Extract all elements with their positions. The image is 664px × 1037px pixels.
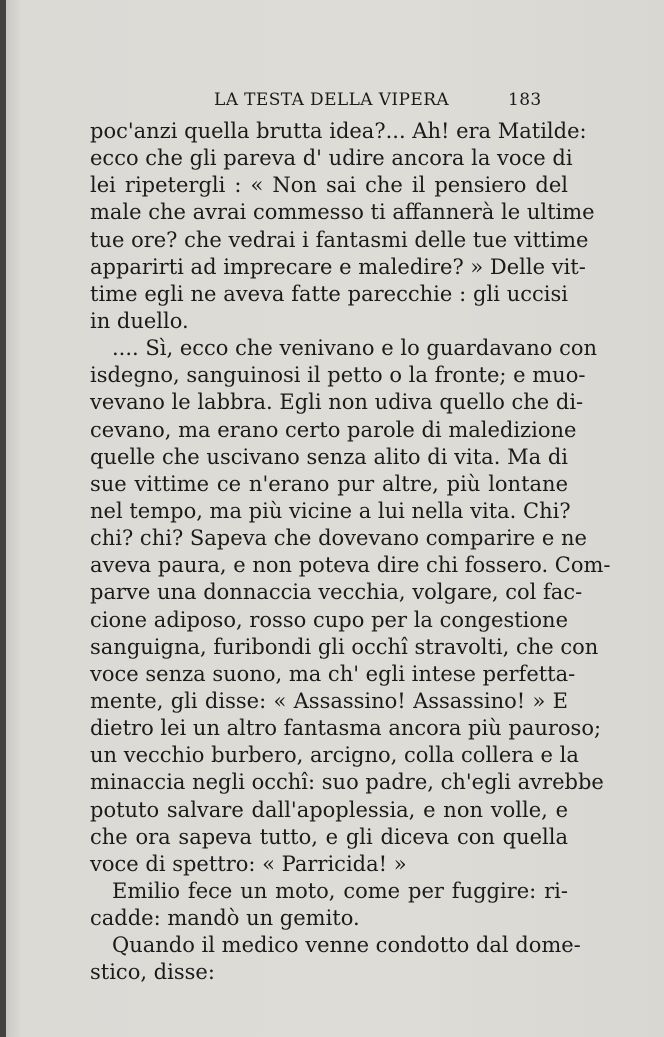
text-line: tue ore? che vedrai i fantasmi delle tue vittime <box>90 227 589 252</box>
text-line: mente, gli disse: « Assassino! Assassino! » E <box>90 688 568 713</box>
page-number: 183 <box>508 90 542 110</box>
text-line: time egli ne aveva fatte parecchie : gli uccisi <box>90 281 568 306</box>
text-line: voce di spettro: « Parricida! » <box>90 851 407 876</box>
body-text <box>90 118 611 987</box>
text-line: che ora sapeva tutto, e gli diceva con quella <box>90 824 568 849</box>
text-line: chi? chi? Sapeva che dovevano comparire e ne <box>90 526 587 551</box>
text-line: voce senza suono, ma ch' egli intese perfetta- <box>90 661 576 686</box>
text-line: Quando il medico venne condotto dal dome- <box>112 933 581 958</box>
text-line: sanguigna, furibondi gli occhî stravolti, che con <box>90 634 599 659</box>
text-line: male che avrai commesso ti affannerà le ultime <box>90 200 595 225</box>
text-line: poc'anzi quella brutta idea?... Ah! era Matilde: <box>90 119 587 143</box>
text-line: stico, disse: <box>90 960 215 985</box>
text-line: Emilio fece un moto, come per fuggire: ri- <box>112 878 568 903</box>
text-line: cadde: mandò un gemito. <box>90 906 360 931</box>
text-line: aveva paura, e non poteva dire chi fossero. Com- <box>90 553 611 578</box>
text-line: dietro lei un altro fantasma ancora più pauroso; <box>90 716 602 741</box>
text-line: apparirti ad imprecare e maledire? » Delle vit- <box>90 254 586 279</box>
text-line: quelle che uscivano senza alito di vita. Ma di <box>90 444 568 469</box>
text-line: cevano, ma erano certo parole di maledizione <box>90 417 577 442</box>
text-line: .... Sì, ecco che venivano e lo guardavano con <box>112 336 598 361</box>
running-header <box>0 86 664 116</box>
text-line: in duello. <box>90 308 189 333</box>
text-line: un vecchio burbero, arcigno, colla collera e la <box>90 743 579 768</box>
text-line: nel tempo, ma più vicine a lui nella vita. Chi? <box>90 498 571 523</box>
text-line: minaccia negli occhî: suo padre, ch'egli avrebbe <box>90 770 604 795</box>
text-line: potuto salvare dall'apoplessia, e non volle, e <box>90 797 568 822</box>
text-line: lei ripetergli : « Non sai che il pensiero del <box>90 173 568 198</box>
text-line: cione adiposo, rosso cupo per la congestione <box>90 607 568 632</box>
text-line: sue vittime ce n'erano pur altre, più lontane <box>90 471 568 496</box>
running-title: LA TESTA DELLA VIPERA <box>214 90 450 110</box>
text-line: ecco che gli pareva d' udire ancora la voce di <box>90 146 573 171</box>
text-line: isdegno, sanguinosi il petto o la fronte; e muo- <box>90 363 586 388</box>
page-binding-edge <box>0 0 6 1037</box>
text-line: parve una donnaccia vecchia, volgare, col fac- <box>90 580 583 605</box>
text-line: vevano le labbra. Egli non udiva quello che di- <box>90 390 584 415</box>
